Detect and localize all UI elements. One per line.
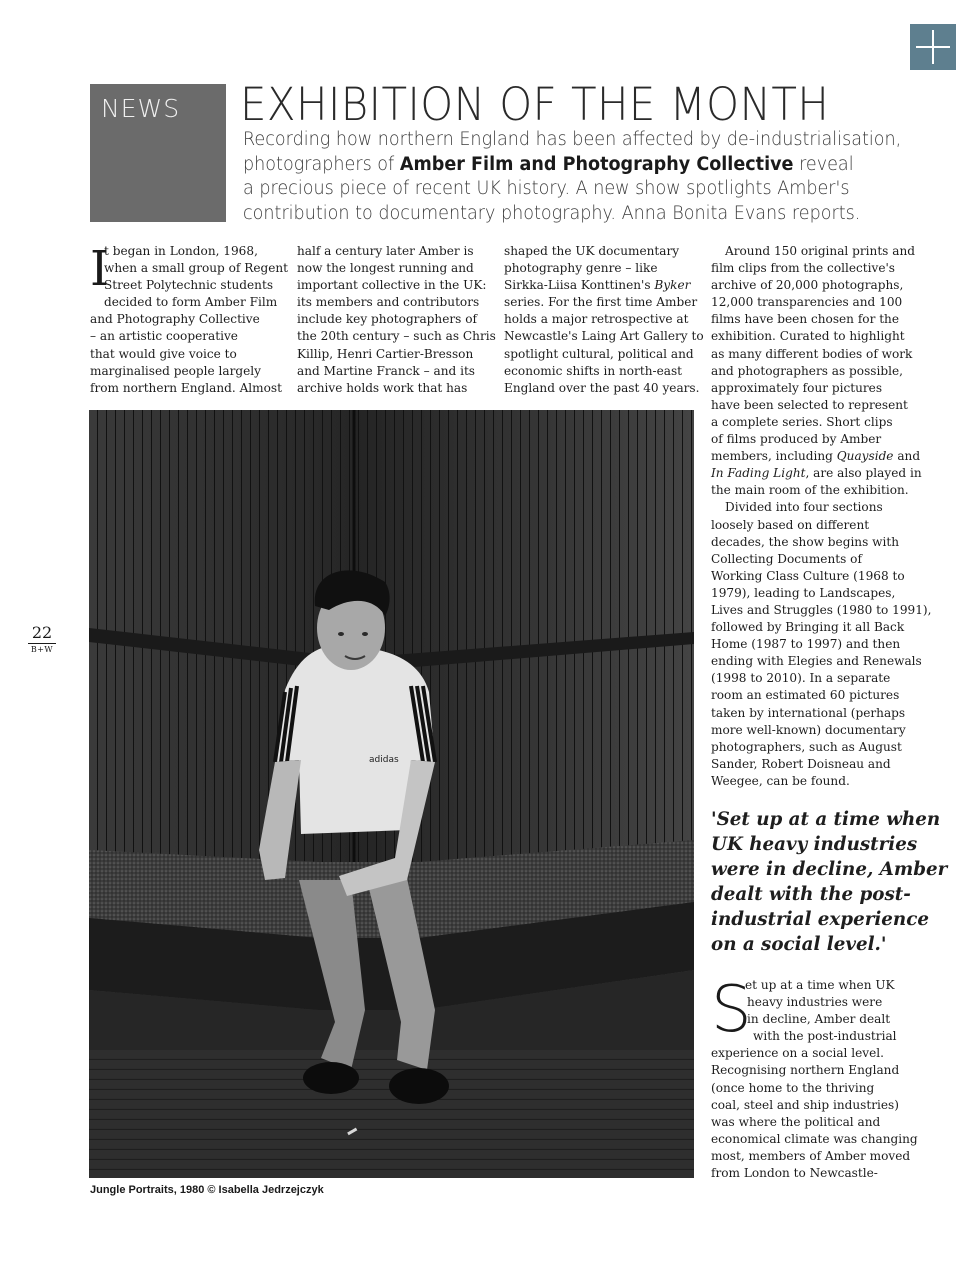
body-line: Newcastle's Laing Art Gallery to: [504, 329, 704, 344]
body-line: Weegee, can be found.: [711, 773, 850, 788]
series-title: Byker: [654, 278, 691, 293]
body-line: taken by international (perhaps: [711, 705, 906, 720]
body-line: and photographers as possible,: [711, 363, 903, 378]
body-line: (1998 to 2010). In a separate: [711, 671, 891, 686]
body-line: more well-known) documentary: [711, 722, 906, 737]
body-line: – an artistic cooperative: [90, 329, 238, 344]
section-label: NEWS: [101, 94, 181, 123]
plus-icon: [910, 24, 956, 70]
body-line: Recognising northern England: [711, 1063, 900, 1078]
body-line: important collective in the UK:: [297, 278, 487, 293]
portrait-photo: [89, 410, 694, 1178]
body-line: a complete series. Short clips: [711, 414, 893, 429]
photo-caption: Jungle Portraits, 1980 © Isabella Jedrzejczyk: [90, 1184, 324, 1196]
body-line: et up at a time when UK: [745, 978, 895, 992]
drop-cap: S: [711, 973, 752, 1047]
body-line: Working Class Culture (1968 to: [711, 568, 905, 583]
pull-quote-line: industrial experience: [711, 908, 929, 930]
body-line: 1979), leading to Landscapes,: [711, 585, 896, 600]
body-line: have been selected to represent: [711, 397, 908, 412]
body-column-3: [504, 243, 704, 397]
body-line: approximately four pictures: [711, 380, 883, 395]
body-line: archive holds work that has: [297, 380, 468, 395]
pull-quote-line: dealt with the post-: [711, 883, 911, 905]
collective-name: Amber Film and Photography Collective: [399, 153, 794, 175]
body-line: followed by Bringing it all Back: [711, 620, 905, 635]
body-line: film clips from the collective's: [711, 261, 896, 276]
body-line: films have been chosen for the: [711, 312, 900, 327]
body-line: with the post-industrial: [753, 1029, 897, 1044]
body-line: exhibition. Curated to highlight: [711, 329, 905, 344]
body-line: from northern England. Almost: [90, 380, 282, 395]
body-line: economical climate was changing: [711, 1131, 918, 1146]
body-line: members, including Quayside and: [711, 449, 921, 464]
body-line: coal, steel and ship industries): [711, 1097, 899, 1112]
body-line: In Fading Light, are also played in: [711, 466, 922, 481]
body-line: Street Polytechnic students: [104, 278, 274, 293]
body-line: England over the past 40 years.: [504, 380, 700, 395]
body-column-4-continued: [711, 973, 918, 1182]
standfirst: [243, 128, 943, 226]
page-folio: [28, 624, 56, 656]
body-line: that would give voice to: [90, 346, 237, 361]
body-line: archive of 20,000 photographs,: [711, 278, 904, 293]
shirt-logo-text: adidas: [369, 755, 399, 765]
body-line: when a small group of Regent: [104, 261, 289, 276]
body-line: room an estimated 60 pictures: [711, 688, 900, 703]
body-column-2: [297, 243, 496, 397]
body-line: Sirkka-Liisa Konttinen's Byker: [504, 278, 691, 293]
body-line: decided to form Amber Film: [104, 295, 278, 310]
body-line: decades, the show begins with: [711, 534, 900, 549]
standfirst-line-1: Recording how northern England has been affected by de-industrialisation,: [243, 129, 902, 150]
body-line: most, members of Amber moved: [711, 1148, 911, 1163]
body-line: Around 150 original prints and: [725, 244, 915, 258]
body-line: Home (1987 to 1997) and then: [711, 637, 901, 652]
body-line: from London to Newcastle-: [711, 1166, 878, 1181]
body-line: marginalised people largely: [90, 363, 262, 378]
body-line: t began in London, 1968,: [104, 244, 258, 258]
drop-cap: I: [90, 241, 109, 297]
body-column-1: [90, 241, 289, 397]
body-line: was where the political and: [711, 1114, 881, 1129]
pull-quote-line: on a social level.': [711, 933, 887, 955]
body-line: 12,000 transparencies and 100: [711, 295, 903, 310]
body-line: Divided into four sections: [725, 500, 883, 515]
body-line: photographers, such as August: [711, 739, 902, 754]
body-line: loosely based on different: [711, 517, 870, 532]
body-line: Sander, Robert Doisneau and: [711, 756, 891, 771]
body-line: ending with Elegies and Renewals: [711, 654, 922, 669]
pull-quote: [711, 808, 948, 957]
body-line: experience on a social level.: [711, 1046, 884, 1061]
body-line: Collecting Documents of: [711, 551, 862, 566]
body-line: its members and contributors: [297, 295, 480, 310]
body-line: in decline, Amber dealt: [747, 1012, 891, 1027]
pull-quote-line: 'Set up at a time when: [711, 809, 941, 830]
body-line: shaped the UK documentary: [504, 244, 680, 258]
body-line: holds a major retrospective at: [504, 312, 689, 327]
standfirst-line-2: photographers of Amber Film and Photography Collective reveal: [243, 153, 854, 175]
standfirst-line-3: a precious piece of recent UK history. A new show spotlights Amber's: [243, 178, 850, 200]
page-number: 22: [28, 624, 56, 644]
body-line: now the longest running and: [297, 261, 474, 276]
magazine-abbrev: B+W: [30, 645, 54, 654]
standfirst-line-4: contribution to documentary photography. Anna Bonita Evans reports.: [243, 202, 861, 224]
body-line: half a century later Amber is: [297, 244, 474, 258]
body-column-4: [711, 243, 932, 790]
body-line: Lives and Struggles (1980 to 1991),: [711, 602, 932, 617]
body-line: include key photographers of: [297, 312, 477, 327]
film-title: In Fading Light: [711, 466, 806, 481]
pull-quote-line: UK heavy industries: [711, 833, 918, 855]
body-line: the 20th century – such as Chris: [297, 329, 496, 344]
body-line: spotlight cultural, political and: [504, 346, 694, 361]
body-line: Killip, Henri Cartier-Bresson: [297, 346, 474, 361]
section-label-box: [90, 84, 226, 222]
body-line: of films produced by Amber: [711, 432, 882, 447]
body-line: and Photography Collective: [90, 312, 260, 327]
page-title: EXHIBITION OF THE MONTH: [240, 78, 830, 131]
body-line: series. For the first time Amber: [504, 295, 698, 310]
body-line: (once home to the thriving: [711, 1080, 875, 1095]
body-line: the main room of the exhibition.: [711, 483, 909, 498]
body-line: as many different bodies of work: [711, 346, 913, 361]
body-line: economic shifts in north-east: [504, 363, 683, 378]
body-line: heavy industries were: [747, 995, 883, 1010]
body-line: photography genre – like: [504, 261, 658, 276]
pull-quote-line: were in decline, Amber: [711, 858, 948, 880]
film-title: Quayside: [836, 449, 894, 464]
body-line: and Martine Franck – and its: [297, 363, 476, 378]
